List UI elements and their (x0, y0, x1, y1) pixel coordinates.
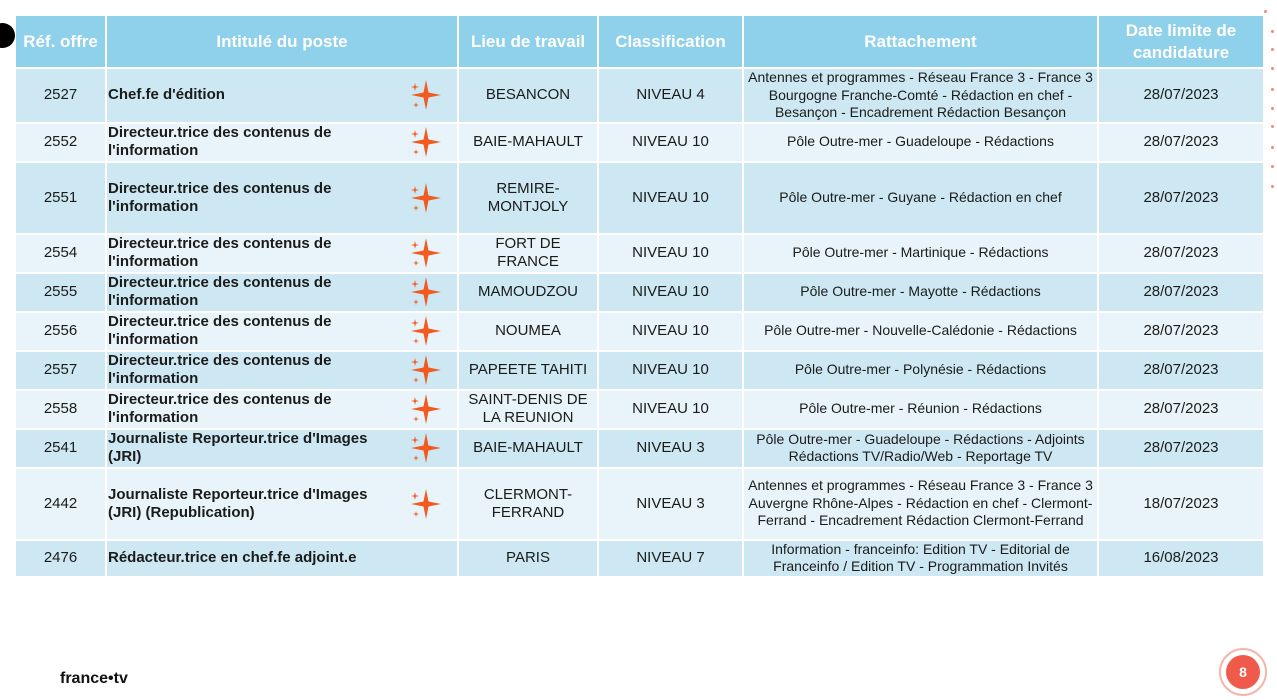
ref-cell: 2555 (16, 273, 106, 312)
job-title: Directeur.trice des contenus de l'information (108, 313, 332, 348)
job-title: Journaliste Reporteur.trice d'Images (JRI) (108, 430, 368, 465)
ref-cell: 2558 (16, 390, 106, 429)
ref-cell: 2554 (16, 234, 106, 273)
ref-cell: 2476 (16, 540, 106, 577)
table-row (16, 312, 1264, 351)
attachment-cell: Information - franceinfo: Edition TV - Editorial de Franceinfo / Edition TV - Programmation Invités (743, 540, 1098, 577)
classification-cell: NIVEAU 10 (598, 234, 743, 273)
title-cell (106, 390, 458, 429)
sparkle-icon (409, 275, 443, 309)
decorative-dot (1271, 67, 1274, 70)
ref-cell: 2527 (16, 68, 106, 123)
attachment-cell: Pôle Outre-mer - Réunion - Rédactions (743, 390, 1098, 429)
attachment-cell: Pôle Outre-mer - Polynésie - Rédactions (743, 351, 1098, 390)
attachment-cell: Pôle Outre-mer - Guadeloupe - Rédactions - Adjoints Rédactions TV/Radio/Web - Reportage TV (743, 429, 1098, 468)
attachment-cell: Pôle Outre-mer - Guadeloupe - Rédactions (743, 123, 1098, 162)
classification-cell: NIVEAU 10 (598, 162, 743, 234)
table-row (16, 351, 1264, 390)
job-title: Directeur.trice des contenus de l'information (108, 124, 332, 159)
header-attachment: Rattachement (743, 16, 1098, 68)
job-offers-table (16, 16, 1265, 578)
page-number-badge (1219, 648, 1267, 696)
attachment-cell: Pôle Outre-mer - Mayotte - Rédactions (743, 273, 1098, 312)
classification-cell: NIVEAU 10 (598, 123, 743, 162)
classification-cell: NIVEAU 10 (598, 390, 743, 429)
title-cell (106, 429, 458, 468)
title-cell (106, 273, 458, 312)
classification-cell: NIVEAU 10 (598, 273, 743, 312)
table-row (16, 68, 1264, 123)
job-title: Directeur.trice des contenus de l'information (108, 352, 332, 387)
job-title: Rédacteur.trice en chef.fe adjoint.e (108, 549, 357, 566)
decorative-dot (1271, 88, 1274, 91)
title-cell (106, 234, 458, 273)
job-title: Directeur.trice des contenus de l'information (108, 391, 332, 426)
table-row (16, 162, 1264, 234)
decorative-dot (1271, 165, 1274, 168)
deadline-cell: 28/07/2023 (1098, 162, 1264, 234)
sparkle-icon (409, 392, 443, 426)
decorative-dot (1271, 125, 1274, 128)
deadline-cell: 28/07/2023 (1098, 273, 1264, 312)
classification-cell: NIVEAU 10 (598, 312, 743, 351)
header-title: Intitulé du poste (106, 16, 458, 68)
job-title: Directeur.trice des contenus de l'information (108, 274, 332, 309)
attachment-cell: Pôle Outre-mer - Nouvelle-Calédonie - Rédactions (743, 312, 1098, 351)
sparkle-icon (409, 78, 443, 112)
ref-cell: 2556 (16, 312, 106, 351)
location-cell: FORT DE FRANCE (458, 234, 598, 273)
location-cell: BAIE-MAHAULT (458, 123, 598, 162)
classification-cell: NIVEAU 3 (598, 468, 743, 540)
sparkle-icon (409, 125, 443, 159)
decorative-dot (1271, 185, 1274, 188)
decorative-dot (1271, 48, 1274, 51)
ref-cell: 2541 (16, 429, 106, 468)
title-cell (106, 123, 458, 162)
header-ref: Réf. offre (16, 16, 106, 68)
deadline-cell: 28/07/2023 (1098, 390, 1264, 429)
attachment-cell: Antennes et programmes - Réseau France 3 - France 3 Auvergne Rhône-Alpes - Rédaction en chef - Clermont-Ferrand - Encadrement Rédaction Clermont-Ferrand (743, 468, 1098, 540)
title-cell (106, 540, 458, 577)
decorative-dot (1271, 107, 1274, 110)
title-cell (106, 162, 458, 234)
title-cell (106, 468, 458, 540)
decorative-dot (1271, 30, 1274, 33)
deadline-cell: 28/07/2023 (1098, 351, 1264, 390)
sparkle-icon (409, 236, 443, 270)
job-title: Journaliste Reporteur.trice d'Images (JRI) (Republication) (108, 485, 368, 521)
header-deadline: Date limite de candidature (1098, 16, 1264, 68)
deadline-cell: 28/07/2023 (1098, 429, 1264, 468)
table-row (16, 468, 1264, 540)
attachment-cell: Antennes et programmes - Réseau France 3 - France 3 Bourgogne Franche-Comté - Rédaction en chef - Besançon - Encadrement Rédaction Besançon (743, 68, 1098, 123)
deadline-cell: 28/07/2023 (1098, 312, 1264, 351)
location-cell: SAINT-DENIS DE LA REUNION (458, 390, 598, 429)
page-number: 8 (1226, 655, 1260, 689)
title-cell (106, 312, 458, 351)
sparkle-icon (409, 353, 443, 387)
location-cell: NOUMEA (458, 312, 598, 351)
location-cell: MAMOUDZOU (458, 273, 598, 312)
deadline-cell: 16/08/2023 (1098, 540, 1264, 577)
location-cell: BESANCON (458, 68, 598, 123)
location-cell: PARIS (458, 540, 598, 577)
ref-cell: 2551 (16, 162, 106, 234)
decorative-dot (1264, 10, 1267, 13)
decorative-dot (0, 23, 15, 48)
deadline-cell: 28/07/2023 (1098, 234, 1264, 273)
ref-cell: 2552 (16, 123, 106, 162)
location-cell: CLERMONT-FERRAND (458, 468, 598, 540)
title-cell (106, 68, 458, 123)
classification-cell: NIVEAU 3 (598, 429, 743, 468)
deadline-cell: 28/07/2023 (1098, 123, 1264, 162)
francetv-logo: france•tv (60, 670, 128, 687)
deadline-cell: 18/07/2023 (1098, 468, 1264, 540)
location-cell: REMIRE-MONTJOLY (458, 162, 598, 234)
location-cell: BAIE-MAHAULT (458, 429, 598, 468)
title-cell (106, 351, 458, 390)
table-row (16, 390, 1264, 429)
classification-cell: NIVEAU 7 (598, 540, 743, 577)
ref-cell: 2557 (16, 351, 106, 390)
header-location: Lieu de travail (458, 16, 598, 68)
job-title: Chef.fe d'édition (108, 86, 225, 104)
classification-cell: NIVEAU 4 (598, 68, 743, 123)
decorative-dot (1271, 146, 1274, 149)
deadline-cell: 28/07/2023 (1098, 68, 1264, 123)
job-title: Directeur.trice des contenus de l'information (108, 235, 332, 270)
table-row (16, 273, 1264, 312)
sparkle-icon (409, 181, 443, 215)
table-row (16, 123, 1264, 162)
job-title: Directeur.trice des contenus de l'information (108, 179, 332, 215)
ref-cell: 2442 (16, 468, 106, 540)
table-row (16, 234, 1264, 273)
decorative-dotted-line (1264, 10, 1277, 210)
header-classification: Classification (598, 16, 743, 68)
table-header-row (16, 16, 1264, 68)
sparkle-icon (409, 431, 443, 465)
table-row (16, 429, 1264, 468)
classification-cell: NIVEAU 10 (598, 351, 743, 390)
sparkle-icon (409, 314, 443, 348)
attachment-cell: Pôle Outre-mer - Guyane - Rédaction en chef (743, 162, 1098, 234)
location-cell: PAPEETE TAHITI (458, 351, 598, 390)
attachment-cell: Pôle Outre-mer - Martinique - Rédactions (743, 234, 1098, 273)
table-row (16, 540, 1264, 577)
sparkle-icon (409, 487, 443, 521)
